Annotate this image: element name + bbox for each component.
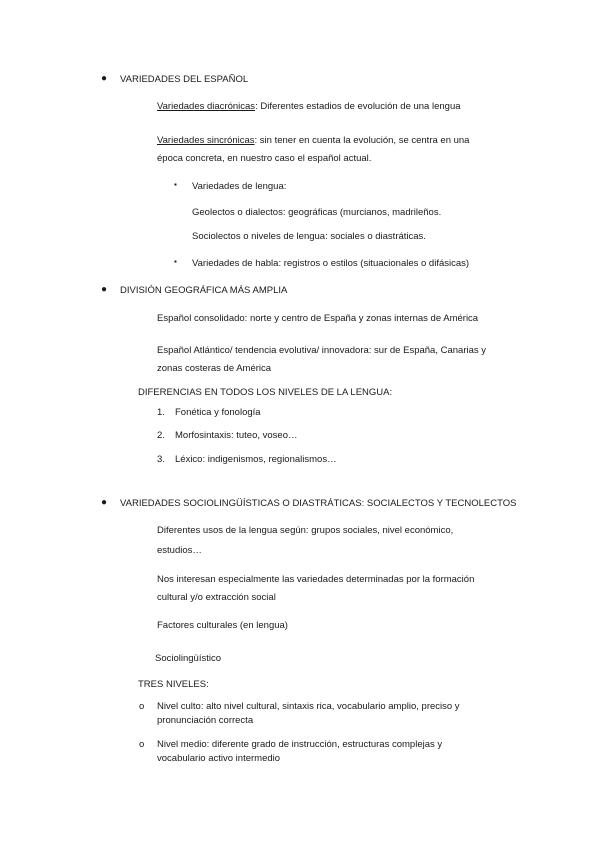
usos-line-cont: estudios…	[157, 545, 202, 556]
section-heading-division: DIVISIÓN GEOGRÁFICA MÁS AMPLIA	[120, 285, 288, 296]
geolectos-line: Geolectos o dialectos: geográficas (murcianos, madrileños.	[192, 207, 442, 218]
interesan-line-cont: cultural y/o extracción social	[157, 592, 276, 603]
tres-niveles-heading: TRES NIVELES:	[138, 679, 209, 690]
factores-line: Factores culturales (en lengua)	[157, 620, 288, 631]
bullet-icon: ●	[101, 497, 108, 508]
bullet-icon: ●	[101, 284, 108, 295]
nivel-medio-line-cont: vocabulario activo intermedio	[157, 753, 281, 764]
sincronicas-line	[157, 136, 469, 146]
square-bullet-icon: ▪	[174, 257, 177, 266]
list-item: Morfosintaxis: tuteo, voseo…	[175, 430, 298, 441]
list-item-number: 3.	[157, 454, 165, 465]
sociolinguistico-line: Sociolingüístico	[155, 653, 222, 664]
diacronicas-term: Variedades diacrónicas	[157, 101, 256, 112]
section-heading-sociolinguisticas: VARIEDADES SOCIOLINGÜÍSTICAS O DIASTRÁTICAS: SOCIALECTOS Y TECNOLECTOS	[120, 498, 517, 509]
atlantico-line-cont: zonas costeras de América	[157, 363, 272, 374]
bullet-icon: ●	[101, 73, 108, 84]
sincronicas-term: Variedades sincrónicas	[157, 135, 255, 146]
variedades-lengua-label: Variedades de lengua:	[192, 181, 287, 192]
diacronicas-line	[157, 102, 461, 112]
consolidado-line: Español consolidado: norte y centro de España y zonas internas de América	[157, 313, 479, 324]
interesan-line: Nos interesan especialmente las variedades determinadas por la formación	[157, 574, 475, 585]
sociolectos-line: Sociolectos o niveles de lengua: sociales o diastráticas.	[192, 231, 426, 242]
square-bullet-icon: ▪	[174, 180, 177, 189]
sincronicas-definition: : sin tener en cuenta la evolución, se centra en una	[254, 135, 470, 146]
diacronicas-definition: : Diferentes estadios de evolución de una lengua	[255, 101, 461, 112]
variedades-habla-line: Variedades de habla: registros o estilos (situacionales o difásicas)	[192, 258, 470, 269]
list-item-number: 1.	[157, 407, 165, 418]
list-item: Léxico: indigenismos, regionalismos…	[175, 454, 337, 465]
diferencias-heading: DIFERENCIAS EN TODOS LOS NIVELES DE LA LENGUA:	[138, 387, 393, 398]
nivel-medio-line: Nivel medio: diferente grado de instrucción, estructuras complejas y	[157, 739, 443, 750]
section-heading-variedades: VARIEDADES DEL ESPAÑOL	[120, 74, 249, 85]
atlantico-line: Español Atlántico/ tendencia evolutiva/ innovadora: sur de España, Canarias y	[157, 345, 487, 356]
circle-bullet-icon: o	[139, 701, 145, 712]
nivel-culto-line: Nivel culto: alto nivel cultural, sintaxis rica, vocabulario amplio, preciso y	[157, 701, 460, 712]
list-item: Fonética y fonología	[175, 407, 261, 418]
sincronicas-definition-cont: época concreta, en nuestro caso el español actual.	[157, 153, 372, 164]
nivel-culto-line-cont: pronunciación correcta	[157, 715, 254, 726]
circle-bullet-icon: o	[139, 739, 145, 750]
usos-line: Diferentes usos de la lengua según: grupos sociales, nivel económico,	[157, 525, 454, 536]
list-item-number: 2.	[157, 430, 165, 441]
